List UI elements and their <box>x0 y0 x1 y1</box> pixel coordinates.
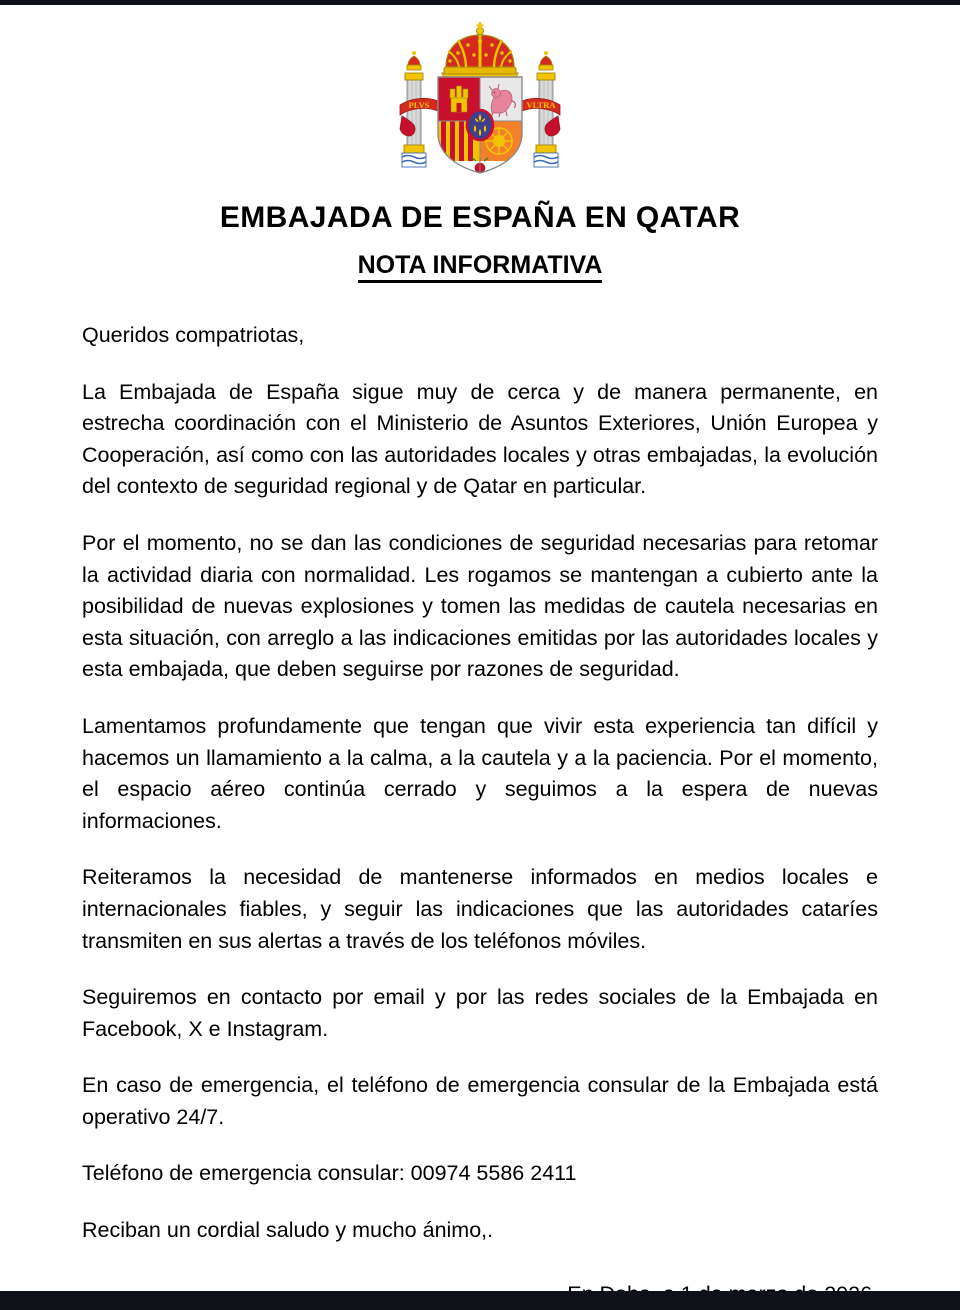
paragraph-3: Lamentamos profundamente que tengan que vivir esta experiencia tan difícil y hacemos un llamamiento a la calma, a la cautela y a la paciencia. Por el momento, el espacio aéreo continúa cerrado y seguimos a la espera de nuevas informaciones. <box>82 713 878 833</box>
spanish-coat-of-arms-icon <box>380 21 580 186</box>
page-subtitle <box>0 250 960 280</box>
paragraph-4: Reiteramos la necesidad de mantenerse informados en medios locales e internacionales fiables, y seguir las indicaciones que las autoridades cataríes transmiten en sus alertas a través de los teléfonos móviles. <box>82 865 878 953</box>
castile-castle <box>450 86 468 112</box>
bourbon-inescutcheon <box>467 110 493 140</box>
document-page <box>0 5 960 1291</box>
motto-left-text: PLVS <box>408 100 430 110</box>
escutcheon <box>438 77 522 173</box>
document-body <box>82 320 878 1310</box>
salutation: Queridos compatriotas, <box>82 323 305 347</box>
paragraph-social-media: Seguiremos en contacto por email y por las redes sociales de la Embajada en Facebook, X e Instagram. <box>82 985 878 1041</box>
page-subtitle-text: NOTA INFORMATIVA <box>358 251 603 283</box>
coat-of-arms-container <box>0 5 960 186</box>
emergency-phone-line: Teléfono de emergencia consular: 00974 5586 2411 <box>82 1161 577 1186</box>
paragraph-emergency: En caso de emergencia, el teléfono de emergencia consular de la Embajada está operativo 24/7. <box>82 1073 878 1129</box>
screen-bottom-bar <box>0 1291 960 1310</box>
closing-line: Reciban un cordial saludo y mucho ánimo,. <box>82 1218 494 1243</box>
royal-crown <box>442 22 518 83</box>
motto-right-text: VLTRA <box>526 100 556 110</box>
page-title: EMBAJADA DE ESPAÑA EN QATAR <box>219 201 741 234</box>
paragraph-1: La Embajada de España sigue muy de cerca y de manera permanente, en estrecha coordinación con el Ministerio de Asuntos Exteriores, Unión Europea y Cooperación, así como con las autoridades locales y otras embajadas, la evolución del contexto de seguridad regional y de Qatar en particular. <box>82 379 878 499</box>
paragraph-2: Por el momento, no se dan las condiciones de seguridad necesarias para retomar la actividad diaria con normalidad. Les rogamos se mantengan a cubierto ante la posibilidad de nuevas explosiones y tomen las medidas de cautela necesarias en esta situación, con arreglo a las indicaciones emitidas por las autoridades locales y esta embajada, que deben seguirse por razones de seguridad. <box>82 530 878 682</box>
